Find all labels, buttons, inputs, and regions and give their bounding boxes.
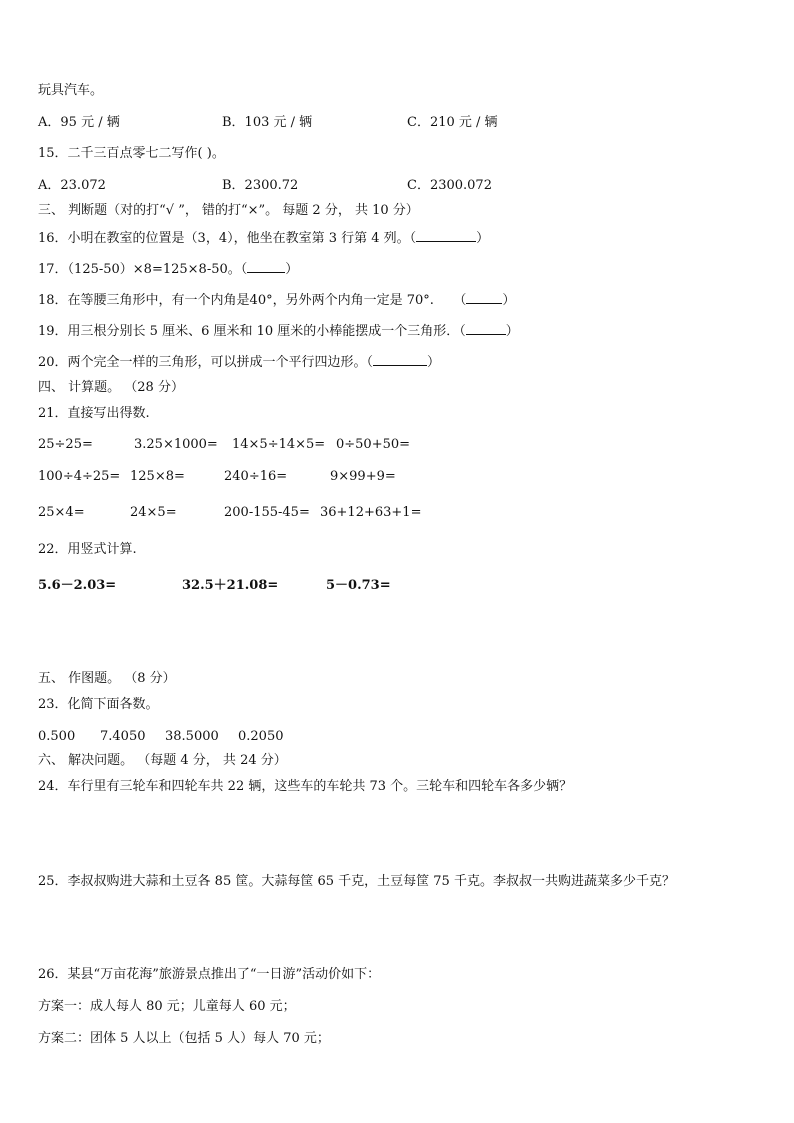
calc-item: 200-155-45= — [224, 505, 310, 520]
calc-item: 3.25×1000= — [134, 437, 218, 452]
plan-2: 方案二：团体 5 人以上（包括 5 人）每人 70 元； — [38, 1031, 330, 1046]
question-text-end: ） — [505, 324, 519, 339]
question-text-end: ） — [476, 231, 490, 246]
question-text: 16．小明在教室的位置是（3，4），他坐在教室第 3 行第 4 列。（ — [38, 231, 417, 246]
number-item: 38.5000 — [165, 729, 219, 744]
question-17 — [38, 260, 298, 279]
number-item: 0.500 — [38, 729, 76, 744]
option-b: B．103 元 / 辆 — [222, 115, 313, 130]
calc-item: 9×99+9= — [330, 469, 396, 484]
question-21: 21．直接写出得数. — [38, 406, 150, 421]
question-19 — [38, 322, 519, 341]
question-23: 23．化简下面各数。 — [38, 697, 159, 712]
option-a: A．23.072 — [38, 178, 106, 193]
question-text-end: ） — [427, 355, 441, 370]
answer-blank[interactable] — [466, 291, 502, 304]
number-item: 7.4050 — [100, 729, 146, 744]
section-4-heading: 四、 计算题。 （28 分） — [38, 380, 184, 395]
option-a: A．95 元 / 辆 — [38, 115, 120, 130]
question-text: 18．在等腰三角形中，有一个内角是40°，另外两个内角一定是 70°. （ — [38, 293, 467, 308]
calc-item: 14×5÷14×5= — [232, 437, 326, 452]
section-5-heading: 五、 作图题。 （8 分） — [38, 671, 176, 686]
calc-item: 32.5＋21.08= — [182, 578, 279, 593]
calc-item: 240÷16= — [224, 469, 288, 484]
calc-item: 100÷4÷25= — [38, 469, 121, 484]
question-text: 19．用三根分别长 5 厘米、6 厘米和 10 厘米的小棒能摆成一个三角形．（ — [38, 324, 466, 339]
question-text: 20．两个完全一样的三角形，可以拼成一个平行四边形。（ — [38, 355, 374, 370]
option-b: B．2300.72 — [222, 178, 299, 193]
question-25: 25．李叔叔购进大蒜和土豆各 85 筐。大蒜每筐 65 千克，土豆每筐 75 千克。李叔叔一共购进蔬菜多少千克？ — [38, 874, 675, 889]
plan-1: 方案一：成人每人 80 元；儿童每人 60 元； — [38, 999, 296, 1014]
calc-item: 25×4= — [38, 505, 85, 520]
question-26: 26．某县“万亩花海”旅游景点推出了“一日游”活动价如下： — [38, 967, 381, 982]
section-3-heading: 三、 判断题（对的打“√ ”， 错的打“×”。 每题 2 分， 共 10 分） — [38, 203, 419, 218]
question-20 — [38, 353, 440, 372]
calc-item: 0÷50+50= — [336, 437, 411, 452]
calc-item: 5－0.73= — [326, 578, 391, 593]
question-15: 15．二千三百点零七二写作( )。 — [38, 146, 225, 161]
answer-blank[interactable] — [416, 229, 476, 242]
calc-item: 24×5= — [130, 505, 177, 520]
section-6-heading: 六、 解决问题。 （每题 4 分， 共 24 分） — [38, 753, 287, 768]
calc-item: 125×8= — [130, 469, 185, 484]
calc-item: 36+12+63+1= — [320, 505, 422, 520]
answer-blank[interactable] — [373, 353, 427, 366]
option-c: C．2300.072 — [407, 178, 492, 193]
option-c: C．210 元 / 辆 — [407, 115, 498, 130]
question-14-continuation: 玩具汽车。 — [38, 83, 104, 98]
answer-blank[interactable] — [247, 260, 285, 273]
question-text-end: ） — [502, 293, 516, 308]
answer-blank[interactable] — [466, 322, 506, 335]
question-24: 24．车行里有三轮车和四轮车共 22 辆，这些车的车轮共 73 个。三轮车和四轮车各多少辆？ — [38, 779, 573, 794]
question-18 — [38, 291, 515, 310]
question-16 — [38, 229, 489, 248]
question-text: 17．（125-50）×8=125×8-50。（ — [38, 262, 248, 277]
calc-item: 5.6－2.03= — [38, 578, 117, 593]
question-22: 22．用竖式计算. — [38, 542, 137, 557]
calc-item: 25÷25= — [38, 437, 93, 452]
question-text-end: ） — [285, 262, 299, 277]
number-item: 0.2050 — [238, 729, 284, 744]
